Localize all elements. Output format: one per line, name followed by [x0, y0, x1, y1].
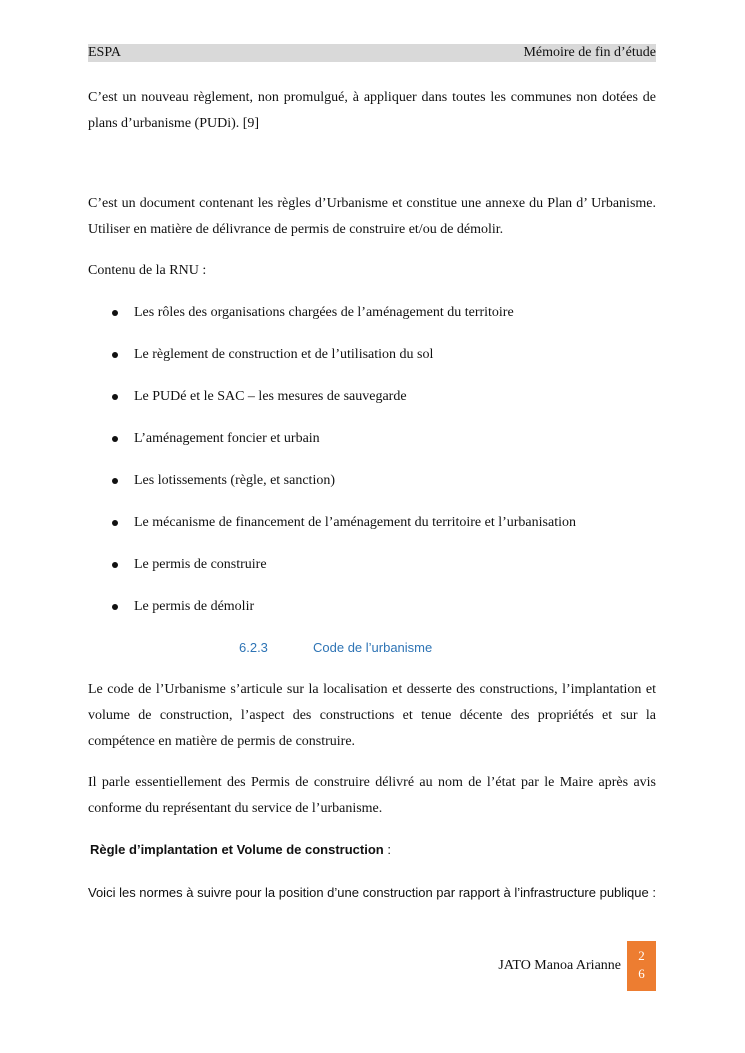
bullet-icon: [112, 436, 118, 442]
footer-author: JATO Manoa Arianne: [498, 958, 621, 973]
list-item: Le permis de construire: [88, 552, 656, 594]
list-item: L’aménagement foncier et urbain: [88, 426, 656, 468]
page-header: [88, 44, 656, 62]
bullet-icon: [112, 310, 118, 316]
bullet-icon: [112, 520, 118, 526]
rnu-content-list: [88, 300, 656, 636]
paragraph-permis: Il parle essentiellement des Permis de construire délivré au nom de l’état par le Maire après avis conforme du représentant du service de l’urbanisme.: [88, 775, 656, 816]
list-item: Le mécanisme de financement de l’aménagement du territoire et l’urbanisation: [88, 510, 656, 552]
rule-heading-label: Règle d’implantation et Volume de construction: [90, 842, 384, 857]
bullet-icon: [112, 562, 118, 568]
rule-heading: [90, 838, 391, 862]
bullet-icon: [112, 604, 118, 610]
list-item: Le règlement de construction et de l’utilisation du sol: [88, 342, 656, 384]
list-item: Le permis de démolir: [88, 594, 656, 636]
rule-heading-suffix: :: [383, 842, 391, 857]
bullet-icon: [112, 394, 118, 400]
list-item: Le PUDé et le SAC – les mesures de sauvegarde: [88, 384, 656, 426]
paragraph-norms: Voici les normes à suivre pour la position d’une construction par rapport à l’infrastructure publique :: [88, 885, 656, 900]
paragraph-code-description: Le code de l’Urbanisme s’articule sur la localisation et desserte des constructions, l’implantation et volume de construction, l’aspect des constructions et tenue décente des propriétés et sur la compétence en matière de permis de construire.: [88, 682, 656, 749]
header-left: ESPA: [88, 45, 121, 60]
page-number-digit-1: 2: [638, 948, 645, 963]
bullet-icon: [112, 352, 118, 358]
page-number-badge: [627, 941, 656, 991]
paragraph-rnu-intro: C’est un nouveau règlement, non promulgué, à appliquer dans toutes les communes non dotées de plans d’urbanisme (PUDi). [9]: [88, 90, 656, 131]
section-title: Code de l’urbanisme: [313, 640, 433, 655]
header-right: Mémoire de fin d’étude: [523, 45, 656, 60]
bullet-icon: [112, 478, 118, 484]
paragraph-rnu-content-label: Contenu de la RNU :: [88, 263, 207, 278]
page-number-digit-2: 6: [638, 966, 645, 981]
paragraph-rnu-definition: C’est un document contenant les règles d’Urbanisme et constitue une annexe du Plan d’ Urbanisme. Utiliser en matière de délivrance de permis de construire et/ou de démolir.: [88, 196, 656, 237]
section-number: 6.2.3: [239, 640, 268, 655]
list-item: Les rôles des organisations chargées de l’aménagement du territoire: [88, 300, 656, 342]
list-item: Les lotissements (règle, et sanction): [88, 468, 656, 510]
